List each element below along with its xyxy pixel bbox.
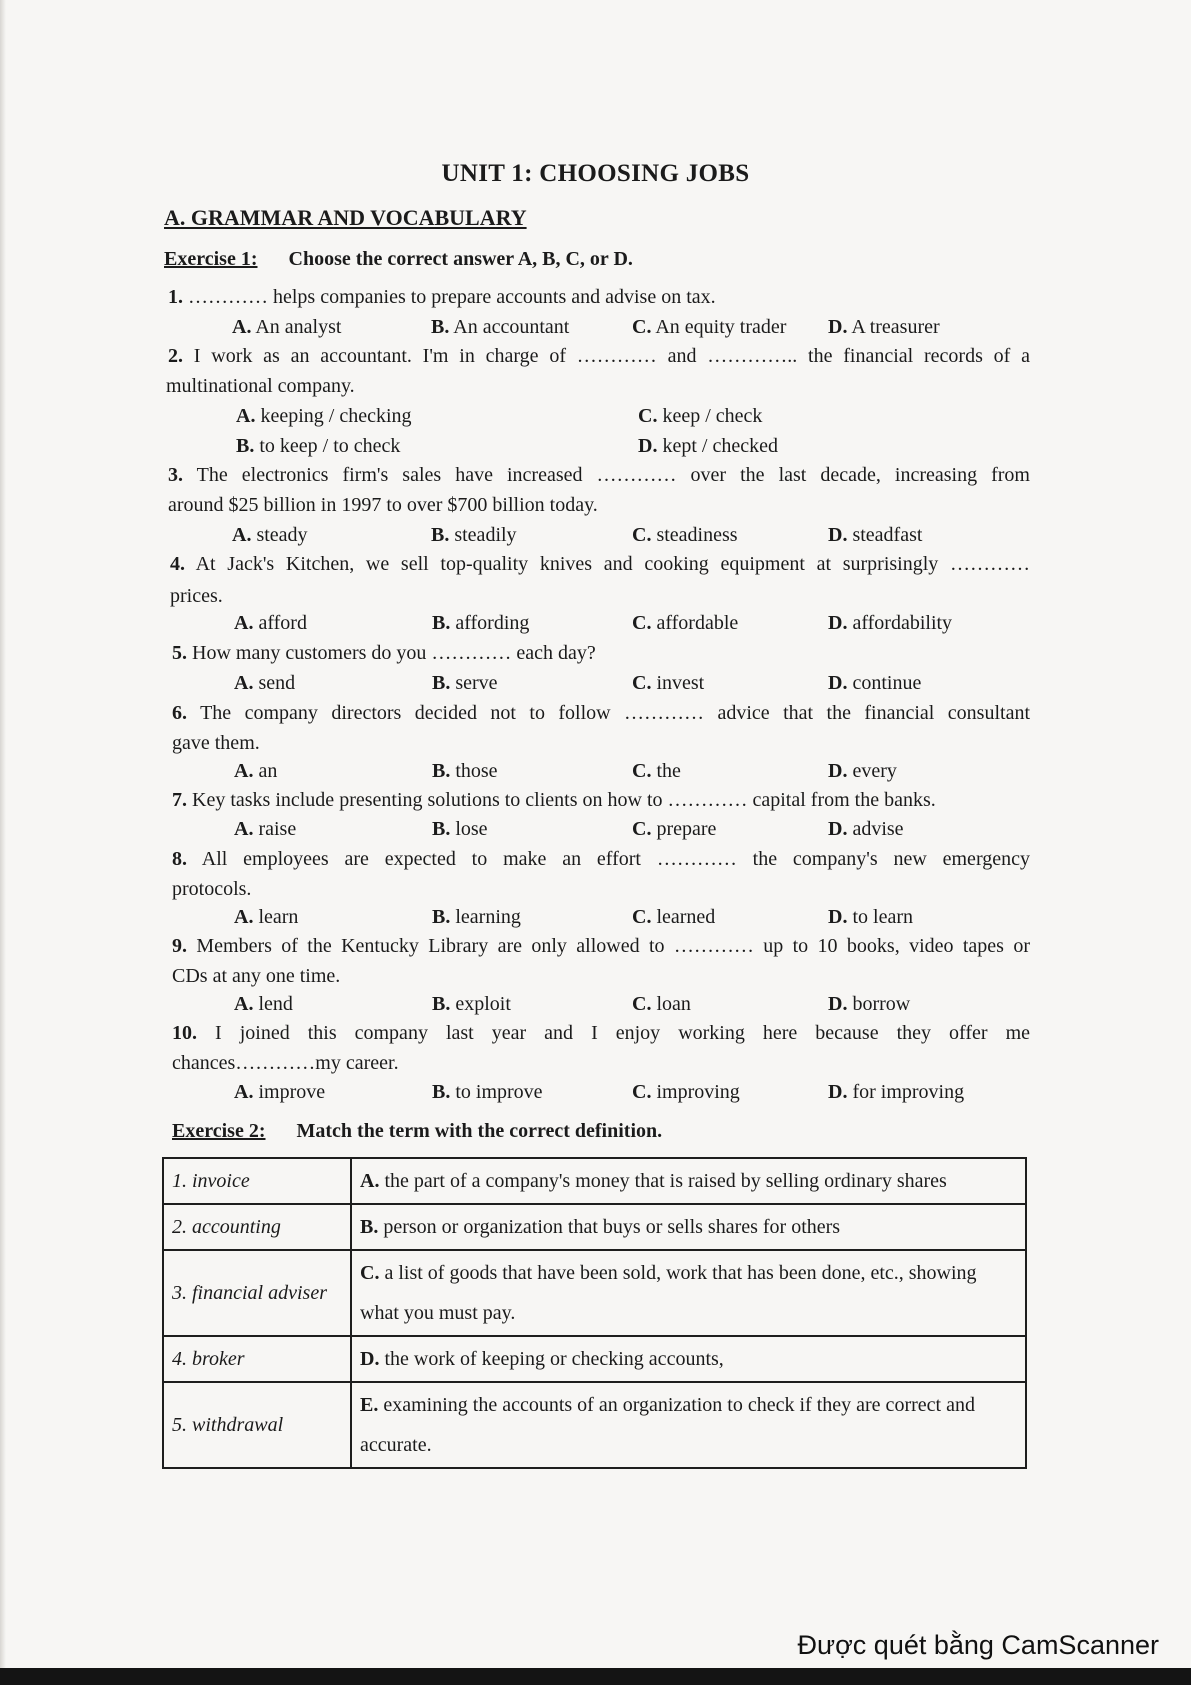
q5-option-d: D. continue — [828, 672, 922, 694]
q4-option-c: C. affordable — [632, 612, 739, 634]
q9-option-c: C. loan — [632, 993, 691, 1015]
q3-option-d: D. steadfast — [828, 524, 923, 546]
question-9-cont: CDs at any one time. — [172, 965, 341, 987]
q6-option-c: C. the — [632, 760, 681, 782]
exercise-2-heading — [172, 1120, 662, 1143]
camscanner-footer: Được quét bằng CamScanner — [797, 1630, 1159, 1660]
table-row — [163, 1382, 1026, 1468]
q7-option-d: D. advise — [828, 818, 904, 840]
q9-option-a: A. lend — [234, 993, 293, 1015]
q9-option-b: B. exploit — [432, 993, 511, 1015]
q4-option-d: D. affordability — [828, 612, 953, 634]
q10-option-a: A. improve — [234, 1081, 326, 1103]
q1-option-a: A. An analyst — [232, 316, 342, 338]
definition-cell: D. the work of keeping or checking accounts, — [351, 1336, 1026, 1382]
q2-option-b: B. to keep / to check — [236, 435, 401, 457]
question-7: 7. Key tasks include presenting solutions to clients on how to ………… capital from the banks. — [172, 789, 936, 811]
q1-option-c: C. An equity trader — [632, 316, 787, 338]
q1-option-b: B. An accountant — [431, 316, 570, 338]
q9-option-d: D. borrow — [828, 993, 911, 1015]
q6-option-d: D. every — [828, 760, 897, 782]
definition-cell: A. the part of a company's money that is raised by selling ordinary shares — [351, 1158, 1026, 1204]
q3-option-b: B. steadily — [431, 524, 517, 546]
q5-option-c: C. invest — [632, 672, 705, 694]
question-5: 5. How many customers do you ………… each day? — [172, 642, 596, 664]
question-2-cont: multinational company. — [166, 375, 355, 397]
q7-option-c: C. prepare — [632, 818, 717, 840]
q1-option-d: D. A treasurer — [828, 316, 940, 338]
exercise-1-label: Exercise 1: — [164, 248, 258, 270]
q10-option-c: C. improving — [632, 1081, 740, 1103]
q10-option-d: D. for improving — [828, 1081, 965, 1103]
term-cell: 5. withdrawal — [163, 1382, 351, 1468]
q5-option-b: B. serve — [432, 672, 498, 694]
exercise-1-heading — [164, 248, 633, 271]
matching-table — [162, 1157, 1027, 1469]
definition-cell: B. person or organization that buys or sells shares for others — [351, 1204, 1026, 1250]
table-row — [163, 1204, 1026, 1250]
table-row — [163, 1250, 1026, 1336]
term-cell: 1. invoice — [163, 1158, 351, 1204]
scan-edge — [0, 0, 6, 1685]
exercise-2-instruction: Match the term with the correct definition. — [296, 1120, 663, 1142]
term-cell: 2. accounting — [163, 1204, 351, 1250]
question-3: 3. The electronics firm's sales have increased ………… over the last decade, increasing from — [168, 464, 1030, 486]
q3-option-a: A. steady — [232, 524, 308, 546]
q3-option-c: C. steadiness — [632, 524, 738, 546]
table-row — [163, 1158, 1026, 1204]
q8-option-c: C. learned — [632, 906, 716, 928]
q10-option-b: B. to improve — [432, 1081, 543, 1103]
q8-option-b: B. learning — [432, 906, 521, 928]
table-row — [163, 1336, 1026, 1382]
q7-option-a: A. raise — [234, 818, 297, 840]
exercise-2-label: Exercise 2: — [172, 1120, 266, 1142]
question-3-cont: around $25 billion in 1997 to over $700 billion today. — [168, 494, 598, 516]
question-4-cont: prices. — [170, 585, 223, 607]
q4-option-a: A. afford — [234, 612, 307, 634]
q4-option-b: B. affording — [432, 612, 530, 634]
q6-option-a: A. an — [234, 760, 278, 782]
term-cell: 3. financial adviser — [163, 1250, 351, 1336]
question-6-cont: gave them. — [172, 732, 260, 754]
q8-option-a: A. learn — [234, 906, 299, 928]
q2-option-a: A. keeping / checking — [236, 405, 412, 427]
q8-option-d: D. to learn — [828, 906, 913, 928]
definition-cell: C. a list of goods that have been sold, work that has been done, etc., showing what you must pay. — [351, 1250, 1026, 1336]
question-9: 9. Members of the Kentucky Library are only allowed to ………… up to 10 books, video tapes or — [172, 935, 1030, 957]
question-6: 6. The company directors decided not to follow ………… advice that the financial consultant — [172, 702, 1030, 724]
q2-option-d: D. kept / checked — [638, 435, 778, 457]
question-1: 1. ………… helps companies to prepare accounts and advise on tax. — [168, 286, 716, 308]
question-2: 2. I work as an accountant. I'm in charge of ………… and ………….. the financial records of a — [168, 345, 1030, 367]
q7-option-b: B. lose — [432, 818, 488, 840]
q5-option-a: A. send — [234, 672, 296, 694]
term-cell: 4. broker — [163, 1336, 351, 1382]
q2-option-c: C. keep / check — [638, 405, 763, 427]
exercise-1-instruction: Choose the correct answer A, B, C, or D. — [288, 248, 633, 270]
bottom-band — [0, 1668, 1191, 1685]
question-8: 8. All employees are expected to make an effort ………… the company's new emergency — [172, 848, 1030, 870]
question-10: 10. I joined this company last year and I enjoy working here because they offer me — [172, 1022, 1031, 1044]
section-heading: A. GRAMMAR AND VOCABULARY — [164, 205, 527, 230]
question-10-cont: chances…………my career. — [172, 1052, 399, 1074]
definition-cell: E. examining the accounts of an organization to check if they are correct and accurate. — [351, 1382, 1026, 1468]
page-title: UNIT 1: CHOOSING JOBS — [441, 160, 750, 187]
question-4: 4. At Jack's Kitchen, we sell top-quality knives and cooking equipment at surprisingly ………… — [170, 553, 1030, 575]
q6-option-b: B. those — [432, 760, 498, 782]
question-8-cont: protocols. — [172, 878, 252, 900]
